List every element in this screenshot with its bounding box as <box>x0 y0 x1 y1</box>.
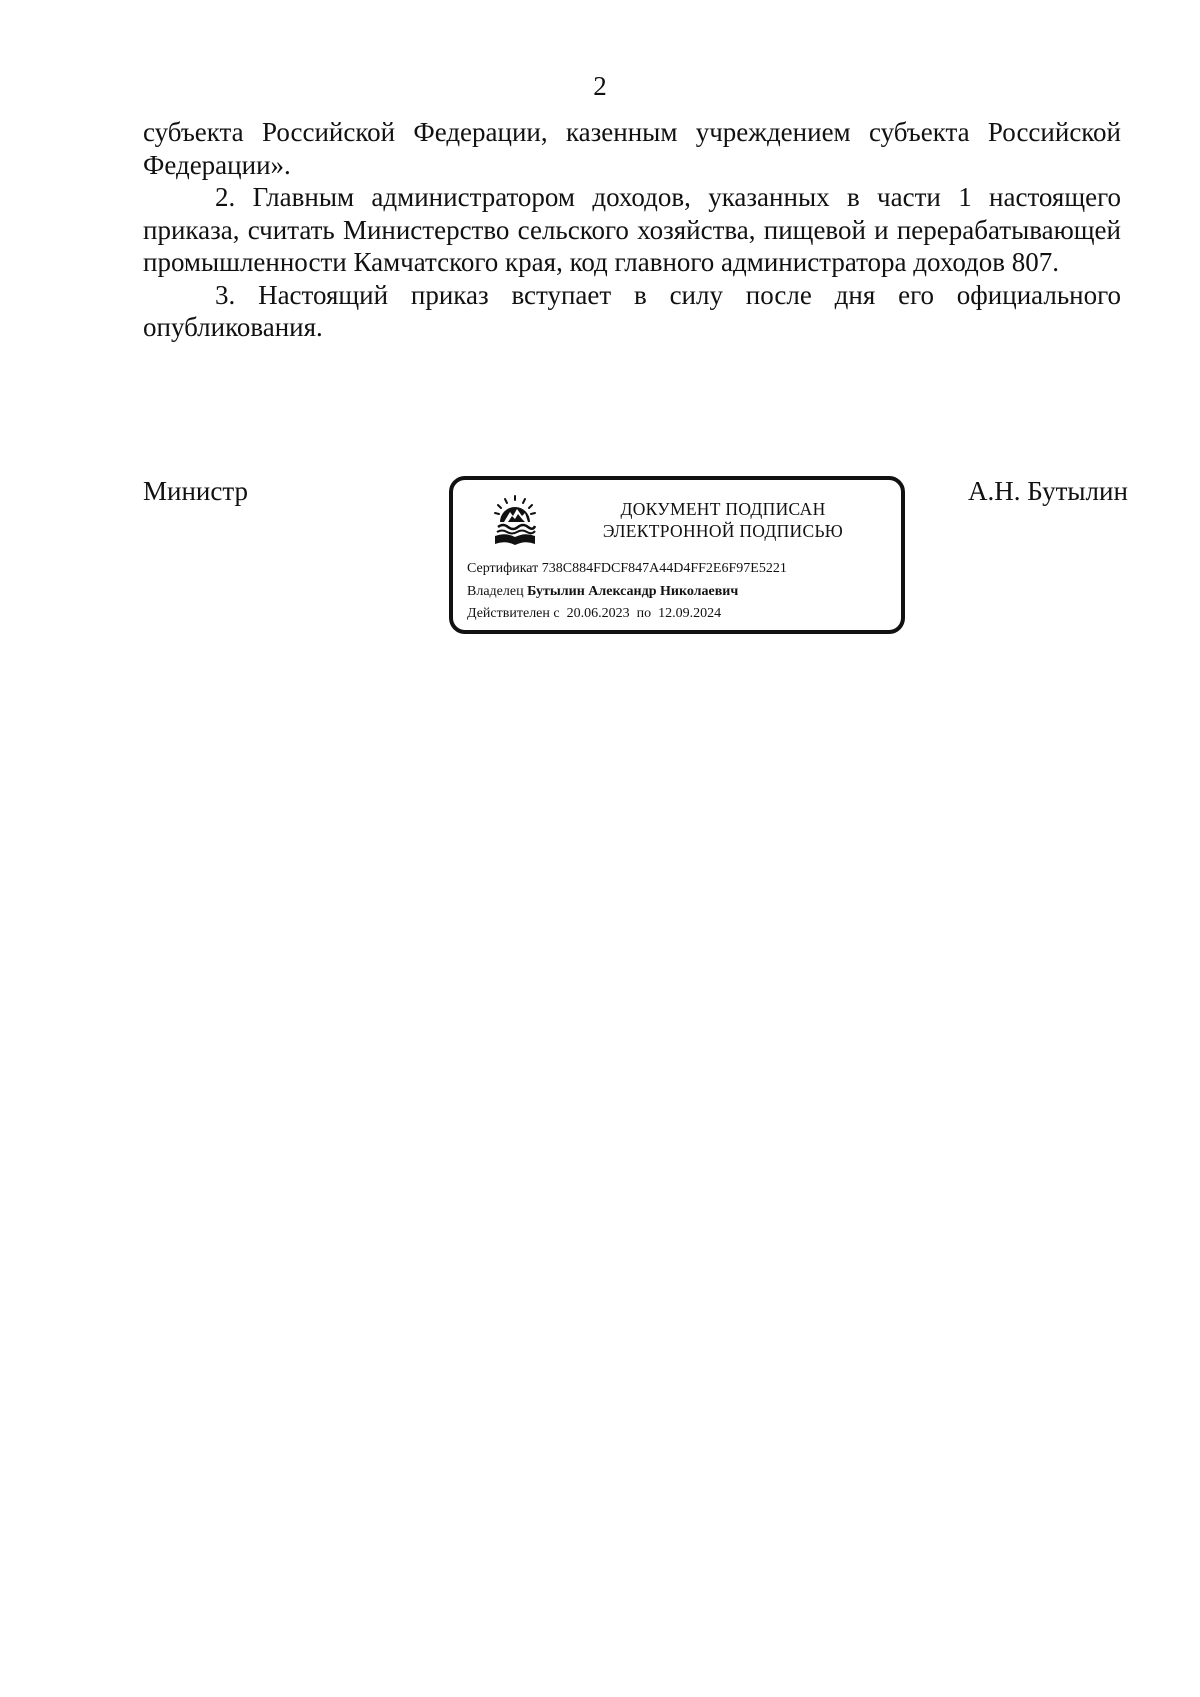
owner-value: Бутылин Александр Николаевич <box>527 583 739 599</box>
electronic-signature-stamp <box>449 476 905 634</box>
valid-from: 20.06.2023 <box>566 606 630 621</box>
kamchatka-coat-of-arms-icon <box>491 494 539 548</box>
certificate-label: Сертификат <box>467 561 539 576</box>
validity-line <box>467 603 897 626</box>
paragraph-continuation: субъекта Российской Федерации, казенным учреждением субъекта Российской Федерации». <box>143 117 1121 180</box>
owner-line <box>467 581 897 604</box>
certificate-value: 738C884FDCF847A44D4FF2E6F97E5221 <box>541 561 787 576</box>
signatory-name: А.Н. Бутылин <box>968 476 1128 506</box>
page-number: 2 <box>593 71 607 101</box>
paragraph-item-3: 3. Настоящий приказ вступает в силу после дня его официального опубликования. <box>143 279 1121 342</box>
certificate-line <box>467 558 897 581</box>
signatory-position: Министр <box>143 476 248 506</box>
valid-to: 12.09.2024 <box>658 606 722 621</box>
stamp-title <box>563 498 883 542</box>
stamp-title-line-2: ЭЛЕКТРОННОЙ ПОДПИСЬЮ <box>602 521 844 541</box>
paragraph-item-2: 2. Главным администратором доходов, указанных в части 1 настоящего приказа, считать Министерство сельского хозяйства, пищевой и перерабатывающей промышленности Камчатского края, код главного администратора доходов 807. <box>143 182 1121 277</box>
owner-label: Владелец <box>467 583 524 599</box>
valid-label: Действителен с <box>467 606 560 621</box>
stamp-title-line-1: ДОКУМЕНТ ПОДПИСАН <box>620 499 826 519</box>
document-body <box>143 116 1121 344</box>
valid-to-label: по <box>636 606 652 621</box>
stamp-details <box>467 558 897 626</box>
